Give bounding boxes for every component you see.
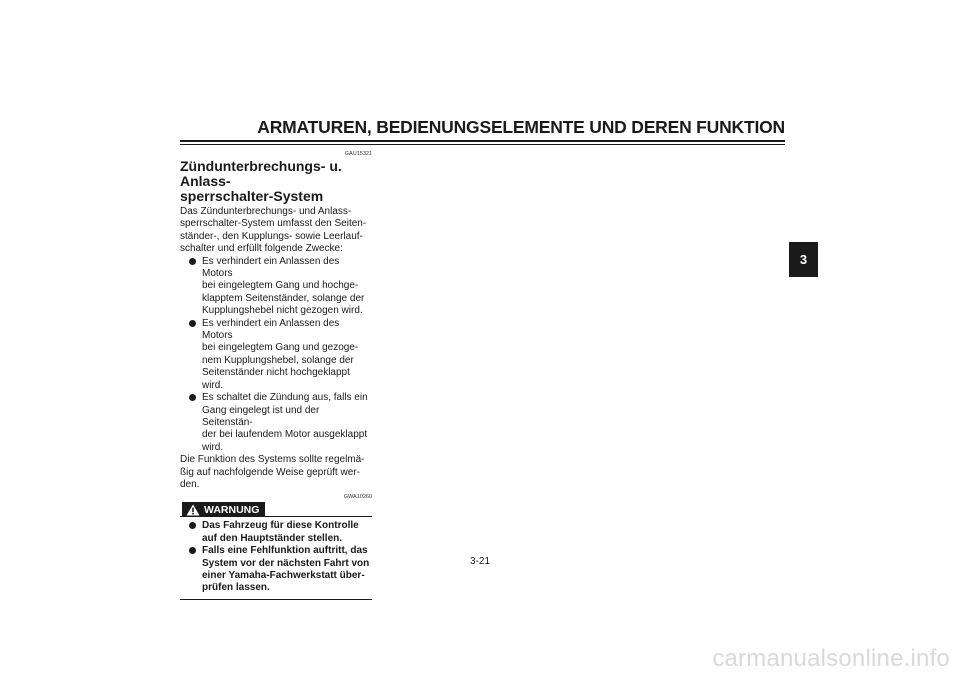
list-item bbox=[180, 318, 372, 392]
bullet-icon bbox=[189, 547, 196, 554]
text-line: prüfen lassen. bbox=[202, 582, 270, 594]
text-line: System vor der nächsten Fahrt von bbox=[202, 557, 370, 569]
watermark[interactable]: carmanualsonline.info bbox=[712, 645, 950, 672]
text-line: bei eingelegtem Gang und gezoge- bbox=[202, 342, 359, 354]
text-line: Seitenständer nicht hochgeklappt bbox=[202, 367, 350, 379]
text-line: ständer-, den Kupplungs- sowie Leerlauf- bbox=[180, 230, 363, 242]
page-number: 3-21 bbox=[469, 556, 490, 567]
text-line: Es schaltet die Zündung aus, falls ein bbox=[202, 392, 368, 404]
intro-paragraph bbox=[180, 206, 372, 256]
list-item bbox=[180, 520, 372, 545]
section-title bbox=[180, 159, 372, 204]
list-item bbox=[180, 392, 372, 454]
list-item bbox=[180, 545, 372, 595]
warning-list bbox=[180, 520, 372, 594]
text-line: Die Funktion des Systems sollte regelmä- bbox=[180, 454, 365, 466]
text-line: Das Fahrzeug für diese Kontrolle bbox=[202, 520, 359, 532]
chapter-tab[interactable]: 3 bbox=[789, 242, 818, 277]
text-line: Kupplungshebel nicht gezogen wird. bbox=[202, 305, 363, 317]
list-item bbox=[180, 256, 372, 318]
text-line: Gang eingelegt ist und der Seitenstän- bbox=[202, 404, 320, 428]
text-line: Falls eine Fehlfunktion auftritt, das bbox=[202, 545, 368, 557]
warning-box bbox=[180, 517, 372, 594]
text-line: bei eingelegtem Gang und hochge- bbox=[202, 280, 359, 292]
text-line: auf den Hauptständer stellen. bbox=[202, 532, 343, 544]
text-line: schalter und erfüllt folgende Zwecke: bbox=[180, 243, 343, 255]
purpose-list bbox=[180, 256, 372, 455]
bullet-icon bbox=[189, 394, 196, 401]
bullet-icon bbox=[189, 522, 196, 529]
section-title-line: Zündunterbrechungs- u. Anlass- bbox=[180, 158, 342, 189]
text-line: klapptem Seitenständer, solange der bbox=[202, 292, 365, 304]
text-line: wird. bbox=[202, 379, 224, 391]
text-line: einer Yamaha-Fachwerkstatt über- bbox=[202, 569, 365, 581]
text-line: nem Kupplungshebel, solange der bbox=[202, 354, 354, 366]
warning-code: GWA10260 bbox=[343, 494, 372, 501]
outro-paragraph bbox=[180, 454, 372, 491]
warning-header bbox=[180, 502, 372, 517]
text-line: Es verhindert ein Anlassen des Motors bbox=[202, 255, 340, 280]
main-column bbox=[180, 151, 372, 600]
text-line: der bei laufendem Motor ausgeklappt bbox=[202, 429, 368, 441]
bullet-icon bbox=[189, 258, 196, 265]
header-rule bbox=[180, 140, 785, 142]
text-line: Das Zündunterbrechungs- und Anlass- bbox=[180, 206, 352, 217]
text-line: ßig auf nachfolgende Weise geprüft wer- bbox=[180, 466, 360, 478]
text-line: sperrschalter-System umfasst den Seiten- bbox=[180, 218, 367, 230]
text-line: wird. bbox=[202, 441, 224, 453]
text-line: den. bbox=[180, 478, 200, 490]
page-header-title: ARMATUREN, BEDIENUNGSELEMENTE UND DEREN FUNKTION bbox=[257, 117, 785, 137]
section-code: GAU15321 bbox=[344, 151, 372, 157]
text-line: Es verhindert ein Anlassen des Motors bbox=[202, 317, 340, 342]
bullet-icon bbox=[189, 320, 196, 327]
header-rule-thin bbox=[180, 144, 785, 145]
warning-label bbox=[182, 502, 265, 517]
warning-bottom-rule bbox=[180, 599, 372, 600]
warning-label-text: WARNUNG bbox=[204, 503, 260, 516]
section-title-line: sperrschalter-System bbox=[180, 188, 324, 204]
warning-triangle-icon bbox=[186, 504, 200, 516]
